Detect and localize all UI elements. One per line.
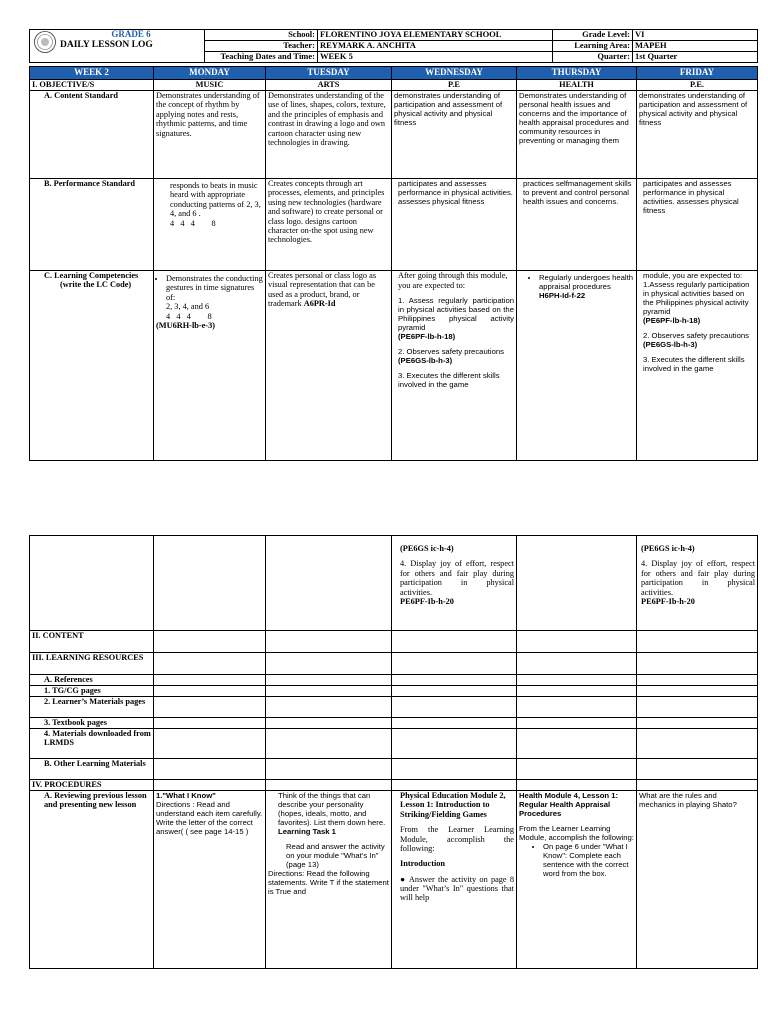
review-wednesday-text: From the Learner Learning Module, accomplish the following: bbox=[400, 825, 514, 853]
competency-tuesday-text: Creates personal or class logo as visual representation that can be used as a product, brand, or trademark bbox=[268, 271, 377, 309]
references-label: A. References bbox=[30, 675, 154, 686]
day-monday: MONDAY bbox=[154, 67, 266, 80]
review-thursday-text: From the Learner Learning Module, accomplish the following: bbox=[519, 824, 634, 842]
performance-standard-friday: participates and assesses performance in physical activities. assesses physical fitness bbox=[637, 179, 758, 271]
competency-monday-code: (MU6RH-lb-e-3) bbox=[156, 320, 215, 330]
cont-friday bbox=[637, 536, 758, 631]
cont-label-empty bbox=[30, 536, 154, 631]
competency-wednesday-3: 3. Executes the different skills involved in the game bbox=[398, 371, 500, 390]
subject-thursday: HEALTH bbox=[517, 80, 637, 91]
cont-friday-code-top: (PE6GS ic-h-4) bbox=[641, 544, 695, 553]
review-tuesday-directions: Directions: Read the following statements. Write T if the statement is True and bbox=[268, 869, 389, 896]
competencies-label bbox=[30, 271, 154, 461]
cont-monday-empty bbox=[154, 536, 266, 631]
tg-cg-pages-label: 1. TG/CG pages bbox=[30, 686, 154, 697]
competency-friday-2 bbox=[643, 331, 755, 349]
learning-area-label: Learning Area: bbox=[553, 41, 633, 52]
day-thursday: THURSDAY bbox=[517, 67, 637, 80]
quarter-label: Quarter: bbox=[553, 52, 633, 63]
learner-materials-label: 2. Learner’s Materials pages bbox=[30, 697, 154, 718]
content-standard-wednesday: demonstrates understanding of participation and assessment of physical activity and physical fitness bbox=[392, 91, 517, 179]
day-tuesday: TUESDAY bbox=[266, 67, 392, 80]
week-header: WEEK 2 bbox=[30, 67, 154, 80]
review-wednesday-answer: ● Answer the activity on page 8 under "What’s In" questions that will help bbox=[400, 874, 514, 903]
competency-thursday-code: H6PH-Id-f-22 bbox=[539, 291, 586, 300]
competency-friday-3: 3. Executes the different skills involved in the game bbox=[643, 355, 745, 373]
competency-wednesday-2 bbox=[398, 347, 514, 365]
teacher-label: Teacher: bbox=[205, 41, 318, 52]
procedures-label: IV. PROCEDURES bbox=[30, 780, 154, 791]
review-thursday-title: Health Module 4, Lesson 1: Regular Health Appraisal Procedures bbox=[519, 791, 619, 818]
competencies-label-line1: C. Learning Competencies bbox=[44, 271, 139, 280]
competency-wednesday-2-text: 2. Observes safety precautions bbox=[398, 347, 504, 357]
competencies-friday bbox=[637, 271, 758, 461]
cont-wednesday-4: 4. Display joy of effort, respect for others and fair play during participation in physical activities. bbox=[400, 559, 514, 597]
performance-monday-text: responds to beats in music heard with appropriate conducting patterns of 2, 3, 4, and 6 . bbox=[170, 181, 261, 219]
competency-friday-intro: module, you are expected to: bbox=[643, 271, 743, 280]
day-friday: FRIDAY bbox=[637, 67, 758, 80]
lesson-table-continued bbox=[29, 535, 758, 969]
competency-wednesday-1-code: (PE6PF-lb-h-18) bbox=[398, 332, 456, 342]
school-label: School: bbox=[205, 30, 318, 41]
performance-standard-wednesday: participates and assesses performance in physical activities. assesses physical fitness bbox=[392, 179, 517, 271]
dates-value: WEEK 5 bbox=[318, 52, 553, 63]
competency-friday-2-text: 2. Observes safety precautions bbox=[643, 331, 749, 340]
header-table bbox=[29, 29, 758, 63]
textbook-pages-label: 3. Textbook pages bbox=[30, 718, 154, 729]
competency-tuesday-code: A6PR-Id bbox=[303, 299, 336, 309]
cont-friday-4-code: PE6PF-Ib-h-20 bbox=[641, 596, 695, 606]
cont-wednesday-4-code: PE6PF-Ib-h-20 bbox=[400, 596, 454, 606]
cont-tuesday-empty bbox=[266, 536, 392, 631]
content-standard-thursday: Demonstrates understanding of personal health issues and concerns and the importance of health appraisal procedures and community resources in preventing or managing them bbox=[517, 91, 637, 179]
subject-tuesday: ARTS bbox=[266, 80, 392, 91]
performance-standard-label: B. Performance Standard bbox=[30, 179, 154, 271]
review-monday bbox=[154, 791, 266, 969]
performance-standard-tuesday: Creates concepts through art processes, elements, and principles using new technologies (hardware and software) to create personal or class logo. designs cartoon character on-the spot using new technologies. bbox=[266, 179, 392, 271]
competency-monday-fraction: 4 4 4 8 bbox=[166, 311, 212, 321]
review-monday-text: Directions : Read and understand each item carefully. Write the letter of the correct answer( ( see page 14-15 ) bbox=[156, 800, 263, 836]
competency-friday-2-code: (PE6GS-lb-h-3) bbox=[643, 340, 698, 349]
content-standard-friday: demonstrates understanding of participation and assessment of physical activity and physical fitness bbox=[637, 91, 758, 179]
review-wednesday-title: Physical Education Module 2, Lesson 1: Introduction to Striking/Fielding Games bbox=[400, 791, 506, 819]
quarter-value: 1st Quarter bbox=[633, 52, 758, 63]
competencies-wednesday bbox=[392, 271, 517, 461]
review-tuesday-task-text: Read and answer the activity on your module "What’s In" (page 13) bbox=[286, 842, 385, 869]
competency-monday-item: • Demonstrates the conducting gestures in time signatures of: bbox=[166, 274, 263, 302]
competencies-tuesday bbox=[266, 271, 392, 461]
competencies-thursday bbox=[517, 271, 637, 461]
competencies-label-line2: (write the LC Code) bbox=[60, 280, 132, 290]
review-tuesday bbox=[266, 791, 392, 969]
lrmds-label: 4. Materials downloaded from LRMDS bbox=[30, 729, 154, 759]
subject-wednesday: P.E bbox=[392, 80, 517, 91]
review-thursday-item: • On page 6 under "What I Know": Complete each sentence with the correct word from the box. bbox=[543, 842, 634, 878]
competency-thursday-item: • Regularly undergoes health appraisal procedures bbox=[539, 273, 634, 291]
review-monday-title: 1."What I Know" bbox=[156, 791, 216, 800]
reviewing-lesson-label: A. Reviewing previous lesson and presenting new lesson bbox=[30, 791, 154, 969]
cont-wednesday-code-top: (PE6GS ic-h-4) bbox=[400, 544, 454, 553]
cont-wednesday bbox=[392, 536, 517, 631]
resources-label: III. LEARNING RESOURCES bbox=[30, 653, 154, 675]
content-standard-monday: Demonstrates understanding of the concept of rhythm by applying notes and rests, rhythmic patterns, and time signatures. bbox=[154, 91, 266, 179]
content-label: II. CONTENT bbox=[30, 631, 154, 653]
review-wednesday-intro: Introduction bbox=[400, 859, 446, 869]
school-value: FLORENTINO JOYA ELEMENTARY SCHOOL bbox=[318, 30, 553, 41]
review-tuesday-task: Learning Task 1 bbox=[278, 827, 336, 836]
day-wednesday: WEDNESDAY bbox=[392, 67, 517, 80]
review-friday: What are the rules and mechanics in playing Shato? bbox=[637, 791, 758, 969]
competency-wednesday-intro: After going through this module, you are expected to: bbox=[398, 271, 508, 290]
grade-level-value: VI bbox=[633, 30, 758, 41]
competency-friday-1-code: (PE6PF-lb-h-18) bbox=[643, 316, 701, 325]
grade-level-label: Grade Level: bbox=[553, 30, 633, 41]
subject-friday: P.E. bbox=[637, 80, 758, 91]
content-standard-tuesday: Demonstrates understanding of the use of lines, shapes, colors, texture, and the principles of emphasis and contrast in drawing a logo and own cartoon character using new technologies in drawing. bbox=[266, 91, 392, 179]
teacher-value: REYMARK A. ANCHITA bbox=[318, 41, 553, 52]
performance-monday-fraction: 4 4 4 8 bbox=[170, 218, 216, 228]
competencies-monday bbox=[154, 271, 266, 461]
dates-label: Teaching Dates and Time: bbox=[205, 52, 318, 63]
competency-wednesday-1: 1. Assess regularly participation in physical activities based on the Philippines physical activity pyramid bbox=[398, 296, 514, 333]
grade-label: GRADE 6 bbox=[111, 29, 151, 39]
other-materials-label: B. Other Learning Materials bbox=[30, 759, 154, 780]
content-standard-label: A. Content Standard bbox=[30, 91, 154, 179]
competency-friday-1: 1.Assess regularly participation in physical activities based on the Philippines physical activity pyramid bbox=[643, 280, 750, 316]
review-tuesday-text: Think of the things that can describe your personality (hopes, ideals, motto, and favorites). List them down here. bbox=[278, 791, 386, 827]
competency-wednesday-2-code: (PE6GS-lb-h-3) bbox=[398, 356, 453, 366]
subject-monday: MUSIC bbox=[154, 80, 266, 91]
cont-thursday-empty bbox=[517, 536, 637, 631]
performance-standard-thursday: practices selfmanagement skills to prevent and control personal health issues and concerns. bbox=[517, 179, 637, 271]
learning-area-value: MAPEH bbox=[633, 41, 758, 52]
competency-monday-signatures: 2, 3, 4, and 6 bbox=[166, 302, 210, 312]
doc-title: DAILY LESSON LOG bbox=[60, 39, 153, 50]
performance-standard-monday bbox=[154, 179, 266, 271]
objectives-label: I. OBJECTIVE/S bbox=[30, 80, 154, 91]
review-thursday bbox=[517, 791, 637, 969]
cont-friday-4: 4. Display joy of effort, respect for others and fair play during participation in physical activities. bbox=[641, 559, 755, 597]
lesson-table bbox=[29, 66, 758, 461]
review-wednesday bbox=[392, 791, 517, 969]
header-title-cell bbox=[30, 30, 205, 63]
